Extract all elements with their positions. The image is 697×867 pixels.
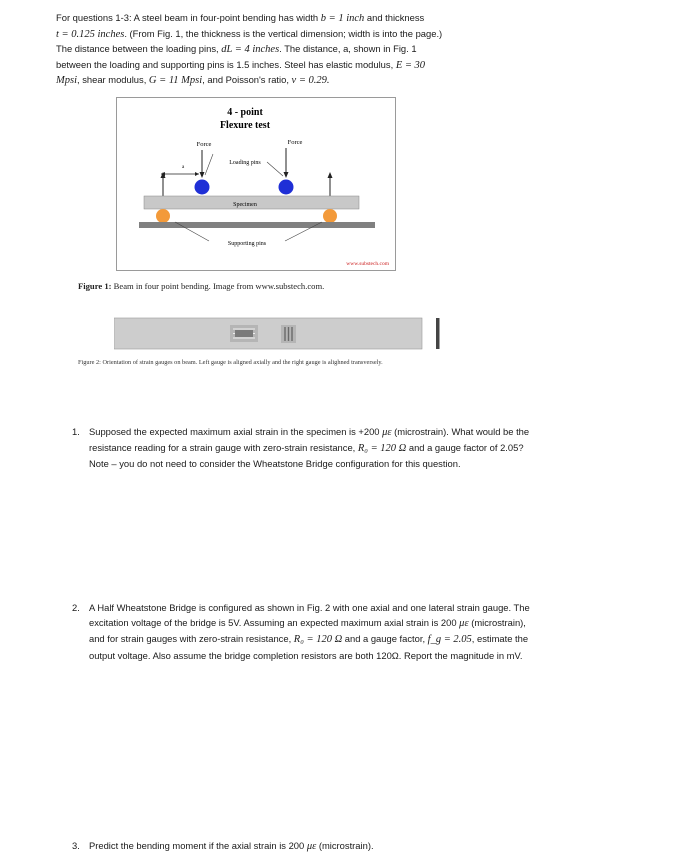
loading-pin-leader-right [267, 162, 283, 176]
specimen-label: Specimen [233, 202, 257, 208]
intro-line-3: The distance between the loading pins, dL = 4 inches. The distance, a, shown in Fig. 1 [56, 43, 417, 56]
figure-1-caption: Figure 1: Beam in four point bending. Image from www.substech.com. [78, 281, 325, 291]
axial-gauge-icon [230, 325, 258, 342]
beam-strip [114, 318, 422, 349]
support-pin-left-icon [156, 209, 170, 223]
intro-line-2: t = 0.125 inches. (From Fig. 1, the thickness is the vertical dimension; width is into the page.) [56, 27, 443, 40]
intro-line-4: between the loading and supporting pins is 1.5 inches. Steel has elastic modulus, E = 30 [56, 58, 426, 71]
question-1-text: Supposed the expected maximum axial strain in the specimen is +200 με (microstrain). What would be the resistance reading for a strain gauge with zero-strain resistance, R₀ = 120 Ω and a gauge factor of 2.05? Note – you do not need to consider the Wheatstone Bridge configuration for this question. [89, 426, 530, 470]
question-2-number: 2. [72, 602, 80, 613]
figure-title-line-1: 4 - point [227, 107, 263, 118]
four-point-diagram [117, 98, 395, 270]
force-right-label: Force [287, 139, 303, 146]
figure-1-four-point-bending [116, 97, 396, 271]
problem-intro [56, 11, 656, 89]
beam-end-marker [436, 318, 440, 349]
figure-title-line-2: Flexure test [219, 120, 271, 131]
support-base-bar [139, 222, 375, 228]
left-load-arrow-icon [200, 172, 205, 178]
question-3-number: 3. [72, 840, 80, 851]
loading-pin-leader-left [205, 154, 213, 175]
loading-pin-left-icon [195, 180, 210, 195]
loading-pins-label: Loading pins [229, 160, 261, 166]
intro-line-5: Mpsi, shear modulus, G = 11 Mpsi, and Poisson's ratio, ν = 0.29. [56, 74, 330, 87]
right-load-arrow-icon [284, 172, 289, 178]
intro-line-1: For questions 1-3: A steel beam in four-point bending has width b = 1 inch and thickness [56, 12, 425, 24]
loading-pin-right-icon [279, 180, 294, 195]
strain-gauge-diagram [114, 317, 444, 351]
force-left-label: Force [196, 141, 212, 148]
question-3 [72, 838, 532, 854]
question-1 [72, 424, 532, 472]
figure-2-strain-gauges [114, 317, 444, 351]
a-dimension-arrow-right [195, 172, 199, 176]
supporting-pins-label: Supporting pins [227, 241, 267, 247]
right-support-arrow-icon [328, 172, 333, 178]
question-2-text: A Half Wheatstone Bridge is configured as shown in Fig. 2 with one axial and one lateral strain gauge. The excitation voltage of the bridge is 5V. Assuming an expected maximum axial strain is 200 με (microstrain), and for strain gauges with zero-strain resistance, R₀ = 120 Ω and a gauge factor, f_g = 2.05, estimate the output voltage. Also assume the bridge completion resistors are both 120Ω. Report the magnitude in mV. [89, 602, 530, 661]
substech-watermark: www.substech.com [346, 261, 389, 267]
question-1-number: 1. [72, 426, 80, 437]
figure-2-caption: Figure 2: Orientation of strain gauges on beam. Left gauge is aligned axially and the right gauge is alighned transversely. [78, 359, 383, 366]
question-3-text: Predict the bending moment if the axial strain is 200 με (microstrain). [89, 840, 374, 852]
support-pin-right-icon [323, 209, 337, 223]
transverse-gauge-icon [281, 325, 296, 343]
a-label: a [182, 165, 185, 170]
question-2 [72, 600, 532, 663]
